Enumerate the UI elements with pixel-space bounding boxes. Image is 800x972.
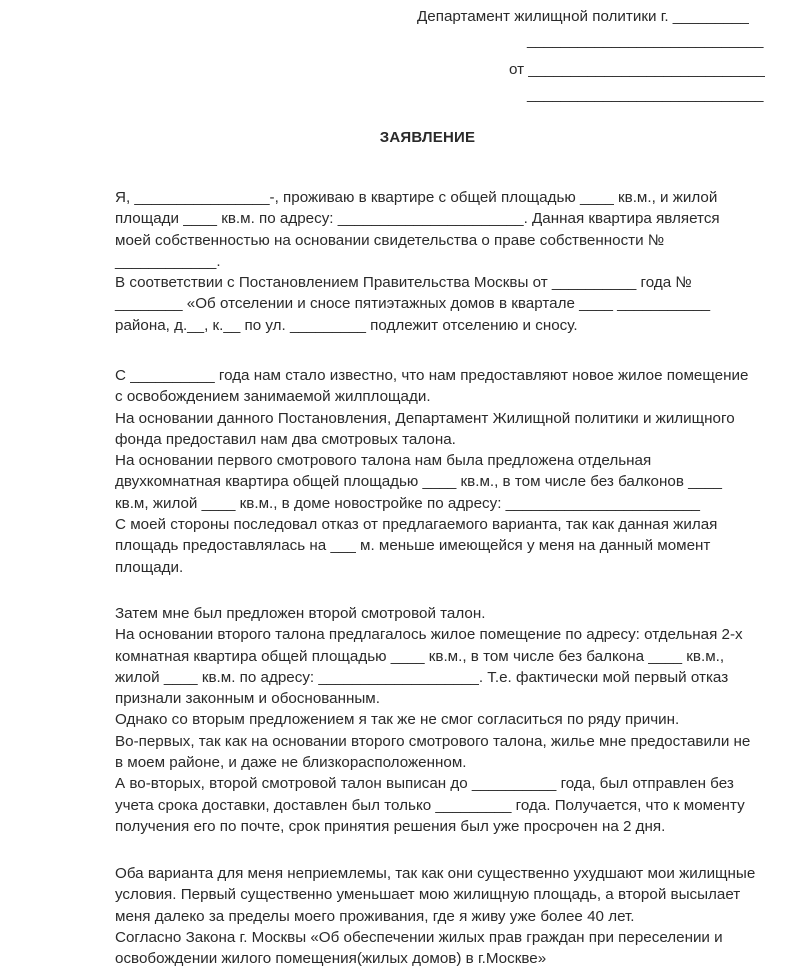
text-line: На основании данного Постановления, Департамент Жилищной политики и жилищного (115, 409, 735, 427)
text-line: Однако со вторым предложением я так же не смог согласиться по ряду причин. (115, 711, 680, 729)
text-line: получения его по почте, срок принятия решения был уже просрочен на 2 дня. (115, 817, 666, 835)
sender-from-line: от ____________________________ (509, 61, 765, 78)
text-line: с освобождением занимаемой жилплощади. (115, 388, 431, 406)
text-line: фонда предоставил нам два смотровых талона. (115, 430, 456, 448)
text-line: района, д.__, к.__ по ул. _________ подлежит отселению и сносу. (115, 316, 578, 334)
addressee-blank-line: ____________________________ (527, 32, 764, 49)
text-line: площадь предоставлялась на ___ м. меньше имеющейся у меня на данный момент (115, 537, 711, 555)
text-line: освобождении жилого помещения(жилых домов) в г.Москве» (115, 950, 547, 968)
text-line: площади. (115, 558, 184, 576)
text-line: ____________. (115, 252, 221, 270)
text-line: меня далеко за пределы моего проживания, где я живу уже более 40 лет. (115, 907, 635, 925)
text-line: жилой ____ кв.м. по адресу: ___________________. Т.е. фактически мой первый отказ (115, 668, 729, 686)
text-line: Во-первых, так как на основании второго смотрового талона, жилье мне предоставили не (115, 732, 751, 750)
text-line: Оба варианта для меня неприемлемы, так как они существенно ухудшают мои жилищные (115, 865, 756, 882)
text-line: площади ____ кв.м. по адресу: ______________________. Данная квартира является (115, 210, 720, 228)
text-line: Согласно Закона г. Москвы «Об обеспечении жилых прав граждан при переселении и (115, 928, 723, 946)
text-line: На основании второго талона предлагалось жилое помещение по адресу: отдельная 2-х (115, 626, 743, 644)
addressee-department-line: Департамент жилищной политики г. _________ (417, 8, 749, 25)
text-line: С моей стороны последовал отказ от предлагаемого варианта, так как данная жилая (115, 516, 718, 534)
paragraph-conclusion (115, 863, 755, 969)
text-line: комнатная квартира общей площадью ____ кв.м., в том числе без балкона ____ кв.м., (115, 647, 725, 665)
text-line: На основании первого смотрового талона нам была предложена отдельная (115, 452, 652, 470)
text-line: учета срока доставки, доставлен был только _________ года. Получается, что к моменту (115, 796, 745, 814)
text-line: С __________ года нам стало известно, что нам предоставляют новое жилое помещение (115, 367, 749, 384)
text-line: ________ «Об отселении и сносе пятиэтажных домов в квартале ____ ___________ (115, 295, 711, 313)
text-line: В соответствии с Постановлением Правительства Москвы от __________ года № (115, 274, 692, 292)
document-title: ЗАЯВЛЕНИЕ (379, 129, 476, 146)
text-line: моей собственностью на основании свидетельства о праве собственности № (115, 231, 665, 249)
text-line: в моем районе, и даже не близкорасположенном. (115, 754, 467, 772)
text-line: двухкомнатная квартира общей площадью ____ кв.м., в том числе без балконов ____ (115, 473, 722, 491)
sender-blank-line: ____________________________ (527, 86, 764, 103)
text-line: Затем мне был предложен второй смотровой талон. (115, 605, 486, 622)
text-line: условия. Первый существенно уменьшает мою жилищную площадь, а второй высылает (115, 886, 741, 904)
text-line: Я, ________________-, проживаю в квартире с общей площадью ____ кв.м., и жилой (115, 189, 718, 206)
paragraph-second-offer (115, 603, 755, 837)
text-line: кв.м, жилой ____ кв.м., в доме новостройке по адресу: _______________________ (115, 494, 700, 512)
text-line: А во-вторых, второй смотровой талон выписан до __________ года, был отправлен без (115, 775, 734, 793)
text-line: признали законным и обоснованным. (115, 690, 380, 708)
paragraph-ownership (115, 187, 755, 336)
paragraph-first-offer (115, 365, 755, 578)
